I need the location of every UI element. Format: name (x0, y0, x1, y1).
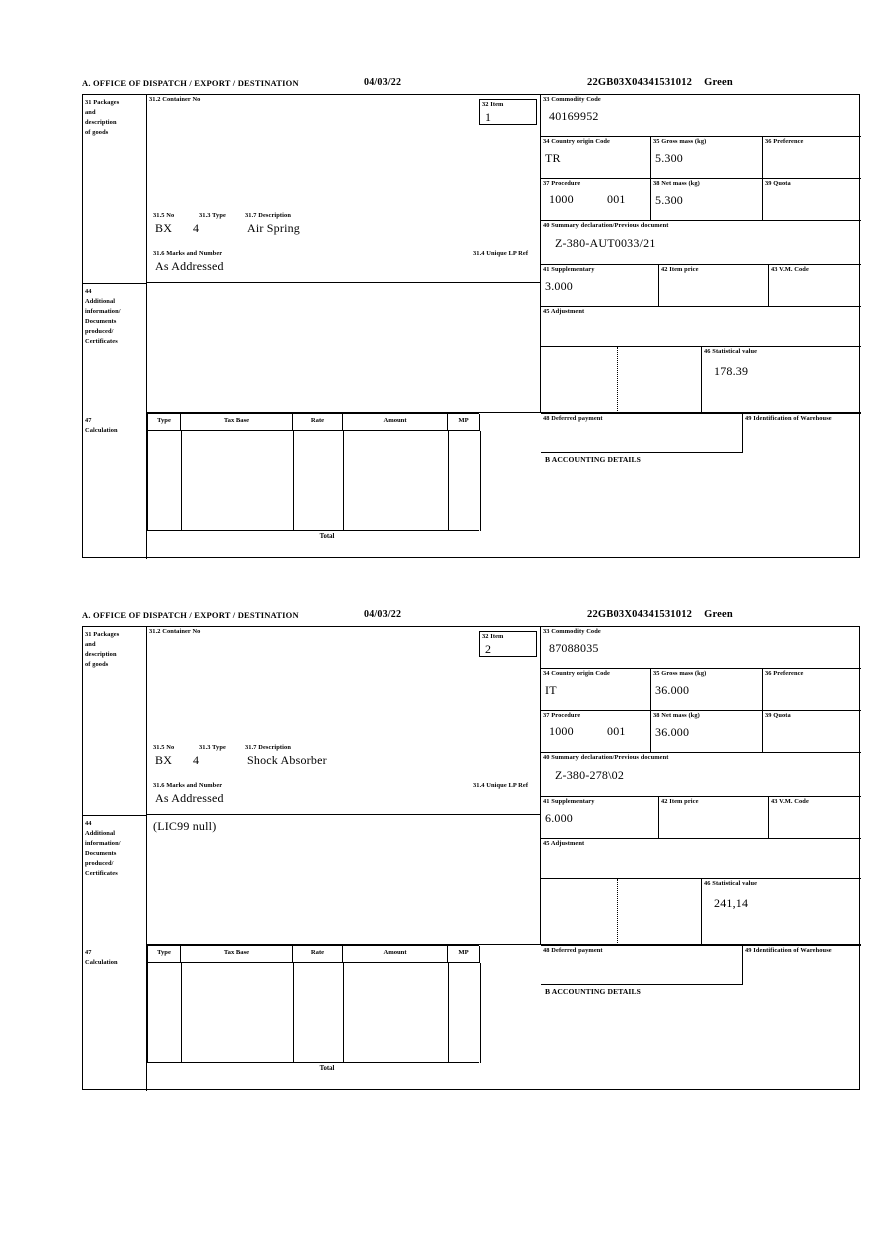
box-43-value-2 (769, 807, 861, 811)
box-47-label (83, 413, 147, 559)
box-46-divider (617, 347, 618, 413)
box-31-7-description-label: 31.7 Description (245, 212, 291, 219)
box-46-value-2: 241,14 (714, 895, 749, 910)
box-46-label: 46 Statistical value (704, 348, 758, 355)
box-35-label-2: 35 Gross mass (kg) (653, 670, 707, 677)
box-46-row-2 (541, 879, 861, 945)
box-39-value (763, 189, 861, 193)
box-43-label-2: 43 V.M. Code (771, 798, 809, 805)
box-34-country-origin (541, 137, 651, 179)
box-35-label: 35 Gross mass (kg) (653, 138, 707, 145)
box-31-label-line-4: of goods (85, 129, 109, 136)
box-31-label-2 (83, 627, 147, 815)
box-35-gross-mass-2 (651, 669, 763, 711)
box-48-label-2: 48 Deferred payment (543, 947, 603, 954)
box-49-warehouse-2 (743, 945, 861, 985)
box-31-6-marks-value-2: As Addressed (155, 791, 224, 805)
box-38-net-mass (651, 179, 763, 221)
mrn-value: 22GB03X04341531012 (587, 77, 693, 88)
box-41-value: 3.000 (545, 278, 573, 293)
box-31-label-2-line-1: 31 Packages (85, 631, 120, 638)
box-44-content-2 (147, 815, 541, 945)
box-31-7-description-value-2: Shock Absorber (247, 753, 327, 767)
box-47-calculation-table-2 (147, 945, 541, 1091)
box-40-previous-document (541, 221, 861, 265)
box-34-country-origin-2 (541, 669, 651, 711)
calc-col-type: Type (148, 414, 181, 431)
box-31-label-2-line-4: of goods (85, 661, 109, 668)
box-46-value: 178.39 (714, 363, 749, 378)
box-44-label-2-line-2: Additional (85, 830, 116, 837)
box-39-label-2: 39 Quota (765, 712, 791, 719)
box-44-value (147, 283, 540, 287)
box-31-3-type-label-2: 31.3 Type (199, 744, 226, 751)
calc-body-2 (147, 963, 479, 1063)
mrn-value-2: 22GB03X04341531012 (587, 609, 693, 620)
box-41-label: 41 Supplementary (543, 266, 595, 273)
box-37-value-2: 1000 (549, 723, 574, 738)
declaration-date: 04/03/22 (364, 77, 402, 88)
box-31-label-2-line-3: description (85, 651, 117, 658)
box-45-adjustment-2 (541, 839, 861, 879)
box-42-label-2: 42 Item price (661, 798, 699, 805)
box-39-quota-2 (763, 711, 861, 753)
box-32-label-2: 32 Item (482, 633, 504, 640)
box-47-label-line-2: Calculation (85, 427, 118, 434)
box-33-value-2: 87088035 (549, 640, 599, 655)
office-of-dispatch-label: A. OFFICE OF DISPATCH / EXPORT / DESTINATION (82, 78, 299, 88)
box-40-label: 40 Summary declaration/Previous document (543, 222, 669, 229)
box-44-label-line-3: information/ (85, 308, 121, 315)
box-45-label: 45 Adjustment (543, 308, 585, 315)
box-44-label-line-6: Certificates (85, 338, 118, 345)
box-38-value: 5.300 (655, 192, 683, 207)
box-32-label: 32 Item (482, 101, 504, 108)
box-37-label-2: 37 Procedure (543, 712, 581, 719)
box-44-label-2-line-4: Documents (85, 850, 117, 857)
box-44-value-2: (LIC99 null) (153, 819, 217, 833)
calc-total-row (147, 531, 479, 549)
box-44-label-2-line-5: produced/ (85, 860, 114, 867)
calc-col-mp-2: MP (448, 946, 480, 963)
box-42-value (659, 275, 768, 279)
box-37-label: 37 Procedure (543, 180, 581, 187)
box-31-label-line-3: description (85, 119, 117, 126)
box-39-value-2 (763, 721, 861, 725)
box-31-3-type-label: 31.3 Type (199, 212, 226, 219)
box-47-label-2-line-2: Calculation (85, 959, 118, 966)
lane-status: Green (704, 77, 733, 88)
box-47-label-2-line-1: 47 (85, 949, 92, 956)
box-33-value: 40169952 (549, 108, 599, 123)
box-31-3-type-value-2: 4 (193, 753, 200, 767)
box-31-label (83, 95, 147, 283)
box-36-preference (763, 137, 861, 179)
box-32-item-frame (479, 99, 537, 125)
box-37-procedure (541, 179, 651, 221)
box-47-calculation-table (147, 413, 541, 559)
box-31-5-no-value-2: BX (155, 753, 173, 767)
box-31-label-2-line-2: and (85, 641, 96, 648)
calc-header-row (147, 413, 479, 431)
box-36-preference-2 (763, 669, 861, 711)
box-45-label-2: 45 Adjustment (543, 840, 585, 847)
box-49-label-2: 49 Identification of Warehouse (745, 947, 832, 954)
box-37-value-2: 001 (607, 191, 626, 206)
box-45-value (541, 317, 861, 320)
box-31-2-container-label: 31.2 Container No (149, 96, 201, 103)
box-47-label-2 (83, 945, 147, 1091)
box-33-commodity-code (541, 95, 861, 137)
calc-col-rate-2: Rate (293, 946, 343, 963)
box-43-vm-code (769, 265, 861, 307)
box-42-label: 42 Item price (661, 266, 699, 273)
box-37-value-2-second: 001 (607, 723, 626, 738)
box-32-item-frame-2 (479, 631, 537, 657)
box-36-label: 36 Preference (765, 138, 804, 145)
box-b-accounting-details (541, 453, 861, 559)
box-39-label: 39 Quota (765, 180, 791, 187)
box-39-quota (763, 179, 861, 221)
box-34-label-2: 34 Country origin Code (543, 670, 610, 677)
box-46-divider-2 (617, 879, 618, 945)
box-48-deferred-payment (541, 413, 743, 453)
box-31-4-lpref-label-2: 31.4 Unique LP Ref (473, 782, 529, 789)
lane-status-2: Green (704, 609, 733, 620)
box-b-label-2: B ACCOUNTING DETAILS (545, 987, 641, 996)
box-48-label: 48 Deferred payment (543, 415, 603, 422)
box-31-7-description-value: Air Spring (247, 221, 300, 235)
box-41-supplementary-2 (541, 797, 659, 839)
calc-body (147, 431, 479, 531)
box-31-6-marks-label-2: 31.6 Marks and Number (153, 782, 223, 789)
box-31-label-line-2: and (85, 109, 96, 116)
box-40-value-2: Z-380-278\02 (555, 767, 625, 782)
box-42-item-price (659, 265, 769, 307)
calc-total-label-2: Total (319, 1065, 335, 1072)
box-b-accounting-details-2 (541, 985, 861, 1091)
box-31-label-line-1: 31 Packages (85, 99, 120, 106)
box-44-label-2-line-1: 44 (85, 820, 92, 827)
box-46-statistical-value-2 (701, 879, 861, 945)
box-48-deferred-payment-2 (541, 945, 743, 985)
box-36-value-2 (763, 679, 861, 683)
box-42-item-price-2 (659, 797, 769, 839)
box-43-vm-code-2 (769, 797, 861, 839)
box-40-label-2: 40 Summary declaration/Previous document (543, 754, 669, 761)
box-31-2-container-label-2: 31.2 Container No (149, 628, 201, 635)
box-46-label-2: 46 Statistical value (704, 880, 758, 887)
form-body-1 (82, 94, 860, 558)
box-33-label: 33 Commodity Code (543, 96, 601, 103)
box-41-value-2: 6.000 (545, 810, 573, 825)
calc-col-amount: Amount (343, 414, 448, 431)
box-35-value-2: 36.000 (655, 682, 690, 697)
box-34-value: TR (545, 150, 561, 165)
calc-total-label: Total (319, 533, 335, 540)
box-33-label-2: 33 Commodity Code (543, 628, 601, 635)
box-31-6-marks-value: As Addressed (155, 259, 224, 273)
box-45-value-2 (541, 849, 861, 852)
box-38-label-2: 38 Net mass (kg) (653, 712, 700, 719)
box-35-value: 5.300 (655, 150, 683, 165)
calc-col-amount-2: Amount (343, 946, 448, 963)
box-31-7-description-label-2: 31.7 Description (245, 744, 291, 751)
box-42-value-2 (659, 807, 768, 811)
box-31-3-type-value: 4 (193, 221, 200, 235)
calc-total-row-2 (147, 1063, 479, 1081)
box-44-label (83, 283, 147, 413)
customs-declaration-form-2 (82, 610, 862, 1090)
form-header-1 (82, 78, 862, 94)
box-44-label-2-line-3: information/ (85, 840, 121, 847)
box-44-label-line-1: 44 (85, 288, 92, 295)
box-31-5-no-value: BX (155, 221, 173, 235)
box-44-content (147, 283, 541, 413)
box-31-5-no-label-2: 31.5 No (153, 744, 175, 751)
box-45-adjustment (541, 307, 861, 347)
box-40-previous-document-2 (541, 753, 861, 797)
form-header-2 (82, 610, 862, 626)
box-44-label-line-4: Documents (85, 318, 117, 325)
box-44-label-2-line-6: Certificates (85, 870, 118, 877)
box-b-label: B ACCOUNTING DETAILS (545, 455, 641, 464)
box-38-label: 38 Net mass (kg) (653, 180, 700, 187)
box-40-value: Z-380-AUT0033/21 (555, 235, 656, 250)
calc-header-row-2 (147, 945, 479, 963)
box-46-statistical-value (701, 347, 861, 413)
box-34-value-2: IT (545, 682, 557, 697)
box-37-procedure-2 (541, 711, 651, 753)
office-of-dispatch-label-2: A. OFFICE OF DISPATCH / EXPORT / DESTINATION (82, 610, 299, 620)
box-38-value-2: 36.000 (655, 724, 690, 739)
box-37-value: 1000 (549, 191, 574, 206)
box-31-6-marks-label: 31.6 Marks and Number (153, 250, 223, 257)
calc-col-rate: Rate (293, 414, 343, 431)
box-41-label-2: 41 Supplementary (543, 798, 595, 805)
calc-col-type-2: Type (148, 946, 181, 963)
box-49-warehouse (743, 413, 861, 453)
box-32-value-2: 2 (485, 641, 492, 656)
box-35-gross-mass (651, 137, 763, 179)
movement-reference-number (587, 77, 733, 88)
box-41-supplementary (541, 265, 659, 307)
box-31-5-no-label: 31.5 No (153, 212, 175, 219)
box-49-label: 49 Identification of Warehouse (745, 415, 832, 422)
box-36-value (763, 147, 861, 151)
box-47-label-line-1: 47 (85, 417, 92, 424)
calc-col-mp: MP (448, 414, 480, 431)
box-46-row (541, 347, 861, 413)
calc-col-tax-base: Tax Base (181, 414, 293, 431)
box-43-value (769, 275, 861, 279)
customs-declaration-form-1 (82, 78, 862, 558)
box-44-label-line-5: produced/ (85, 328, 114, 335)
box-36-label-2: 36 Preference (765, 670, 804, 677)
declaration-date-2: 04/03/22 (364, 609, 402, 620)
box-44-label-line-2: Additional (85, 298, 116, 305)
box-33-commodity-code-2 (541, 627, 861, 669)
box-43-label: 43 V.M. Code (771, 266, 809, 273)
box-32-value: 1 (485, 109, 492, 124)
form-body-2 (82, 626, 860, 1090)
box-44-label-2 (83, 815, 147, 945)
movement-reference-number-2 (587, 609, 733, 620)
box-34-label: 34 Country origin Code (543, 138, 610, 145)
box-38-net-mass-2 (651, 711, 763, 753)
calc-col-tax-base-2: Tax Base (181, 946, 293, 963)
box-31-4-lpref-label: 31.4 Unique LP Ref (473, 250, 529, 257)
